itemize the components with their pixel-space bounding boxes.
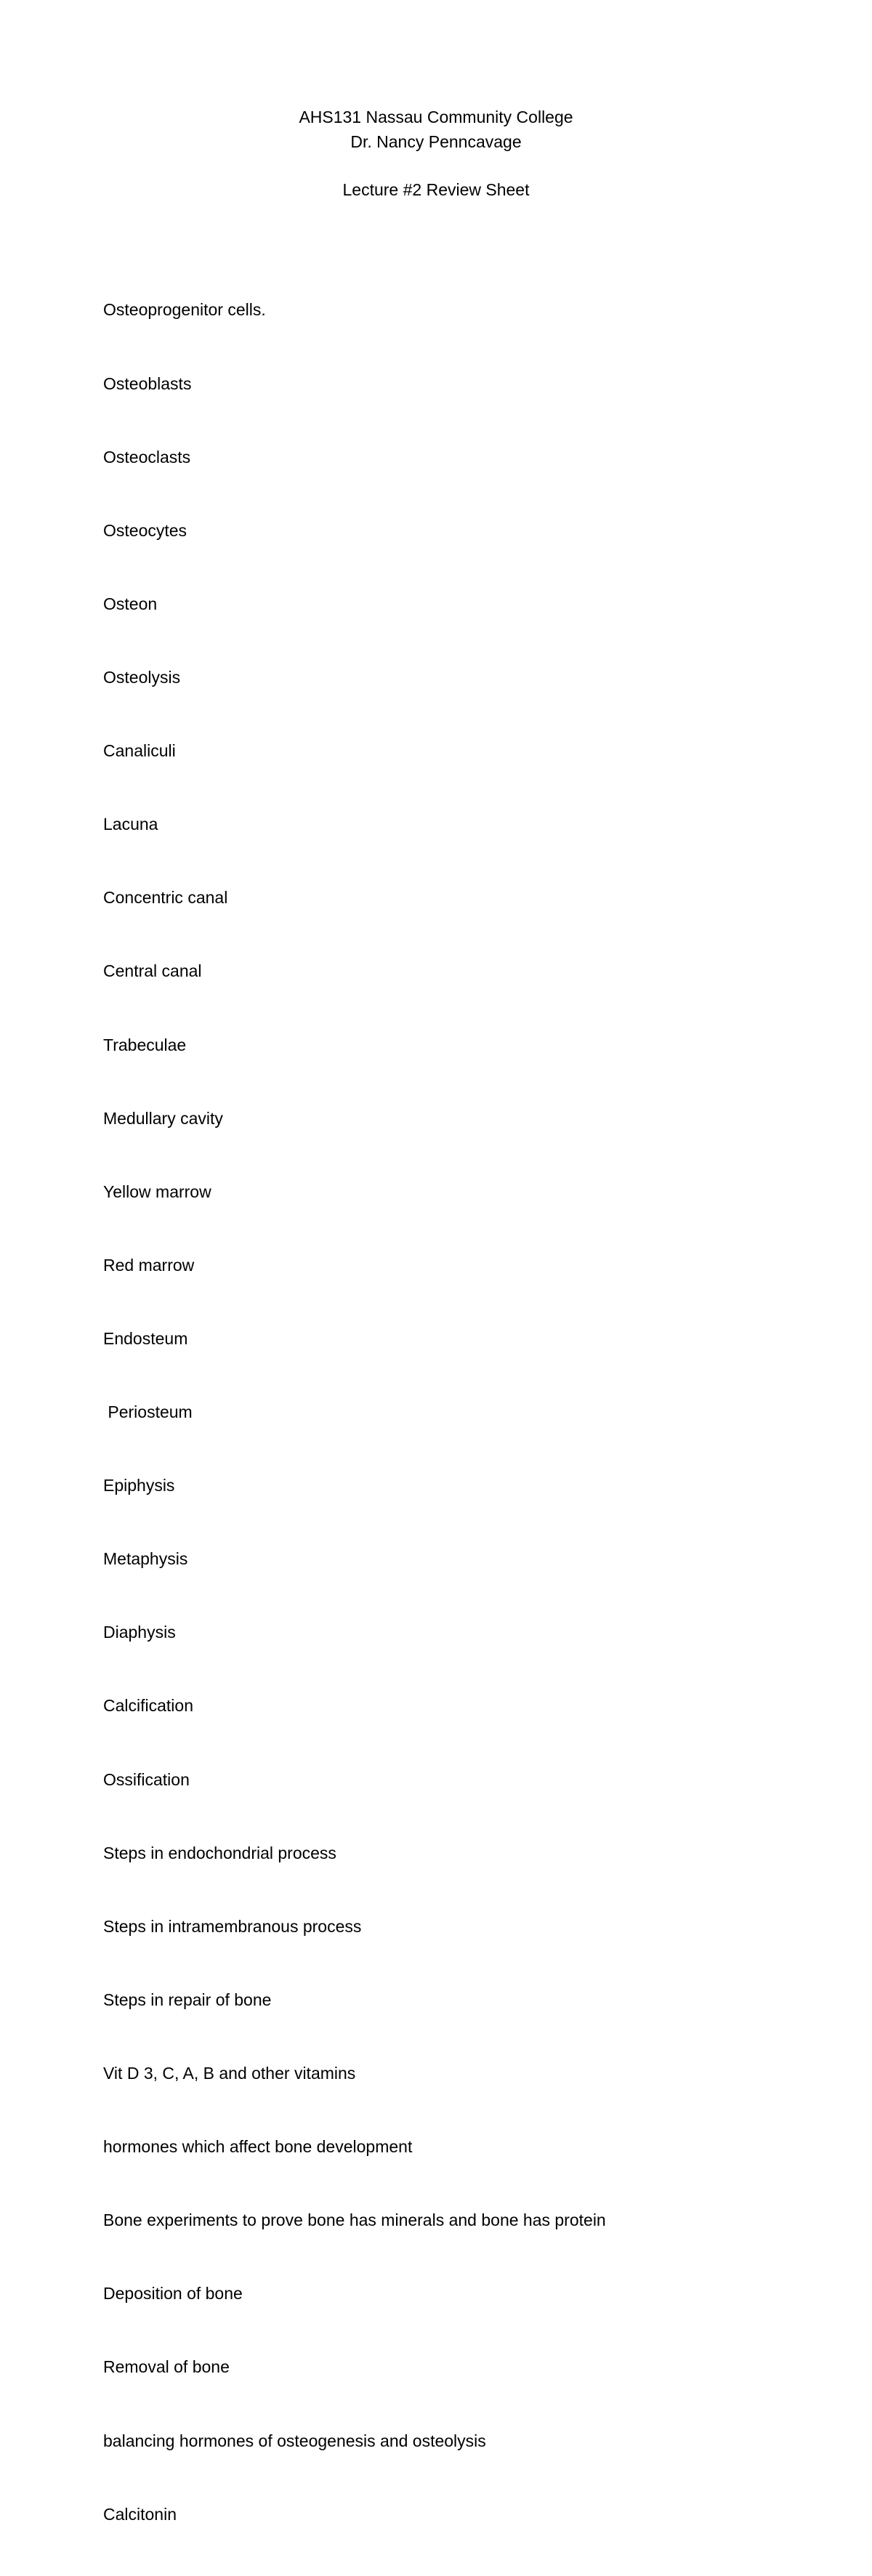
term-item: Steps in repair of bone (103, 1990, 272, 2009)
document-header (0, 105, 872, 202)
term-item: Ossification (103, 1769, 190, 1789)
term-item: Trabeculae (103, 1035, 187, 1054)
term-item: Periosteum (103, 1402, 193, 1422)
instructor-name: Dr. Nancy Penncavage (350, 132, 522, 151)
course-line: AHS131 Nassau Community College (299, 108, 573, 126)
term-item: Diaphysis (103, 1623, 176, 1642)
term-item: Osteoprogenitor cells. (103, 300, 266, 320)
term-item: Removal of bone (103, 2357, 230, 2377)
term-item: Medullary cavity (103, 1108, 223, 1128)
term-item: Central canal (103, 961, 202, 981)
term-item: Osteolysis (103, 667, 181, 687)
term-item: Yellow marrow (103, 1182, 211, 1201)
term-item: balancing hormones of osteogenesis and osteolysis (103, 2431, 486, 2450)
term-item: Lacuna (103, 815, 158, 834)
term-item: Steps in endochondrial process (103, 1843, 336, 1862)
term-item: Steps in intramembranous process (103, 1916, 362, 1936)
term-item: Metaphysis (103, 1549, 188, 1569)
term-item: Osteoblasts (103, 374, 192, 393)
term-item: Osteon (103, 594, 158, 613)
term-item: Bone experiments to prove bone has minerals and bone has protein (103, 2210, 606, 2230)
term-item: Osteoclasts (103, 447, 191, 467)
term-item: Endosteum (103, 1328, 188, 1348)
document-title: Lecture #2 Review Sheet (342, 180, 530, 199)
review-terms-list (103, 249, 606, 2576)
term-item: hormones which affect bone development (103, 2137, 413, 2157)
term-item: Calcification (103, 1696, 193, 1716)
term-item: Deposition of bone (103, 2284, 243, 2304)
term-item: Red marrow (103, 1255, 195, 1275)
term-item: Osteocytes (103, 520, 187, 540)
term-item: Canaliculi (103, 741, 176, 761)
header-spacer (0, 154, 872, 177)
term-item: Concentric canal (103, 888, 228, 908)
term-item: Epiphysis (103, 1476, 175, 1495)
term-item: Calcitonin (103, 2504, 177, 2524)
term-item: Vit D 3, C, A, B and other vitamins (103, 2064, 356, 2083)
